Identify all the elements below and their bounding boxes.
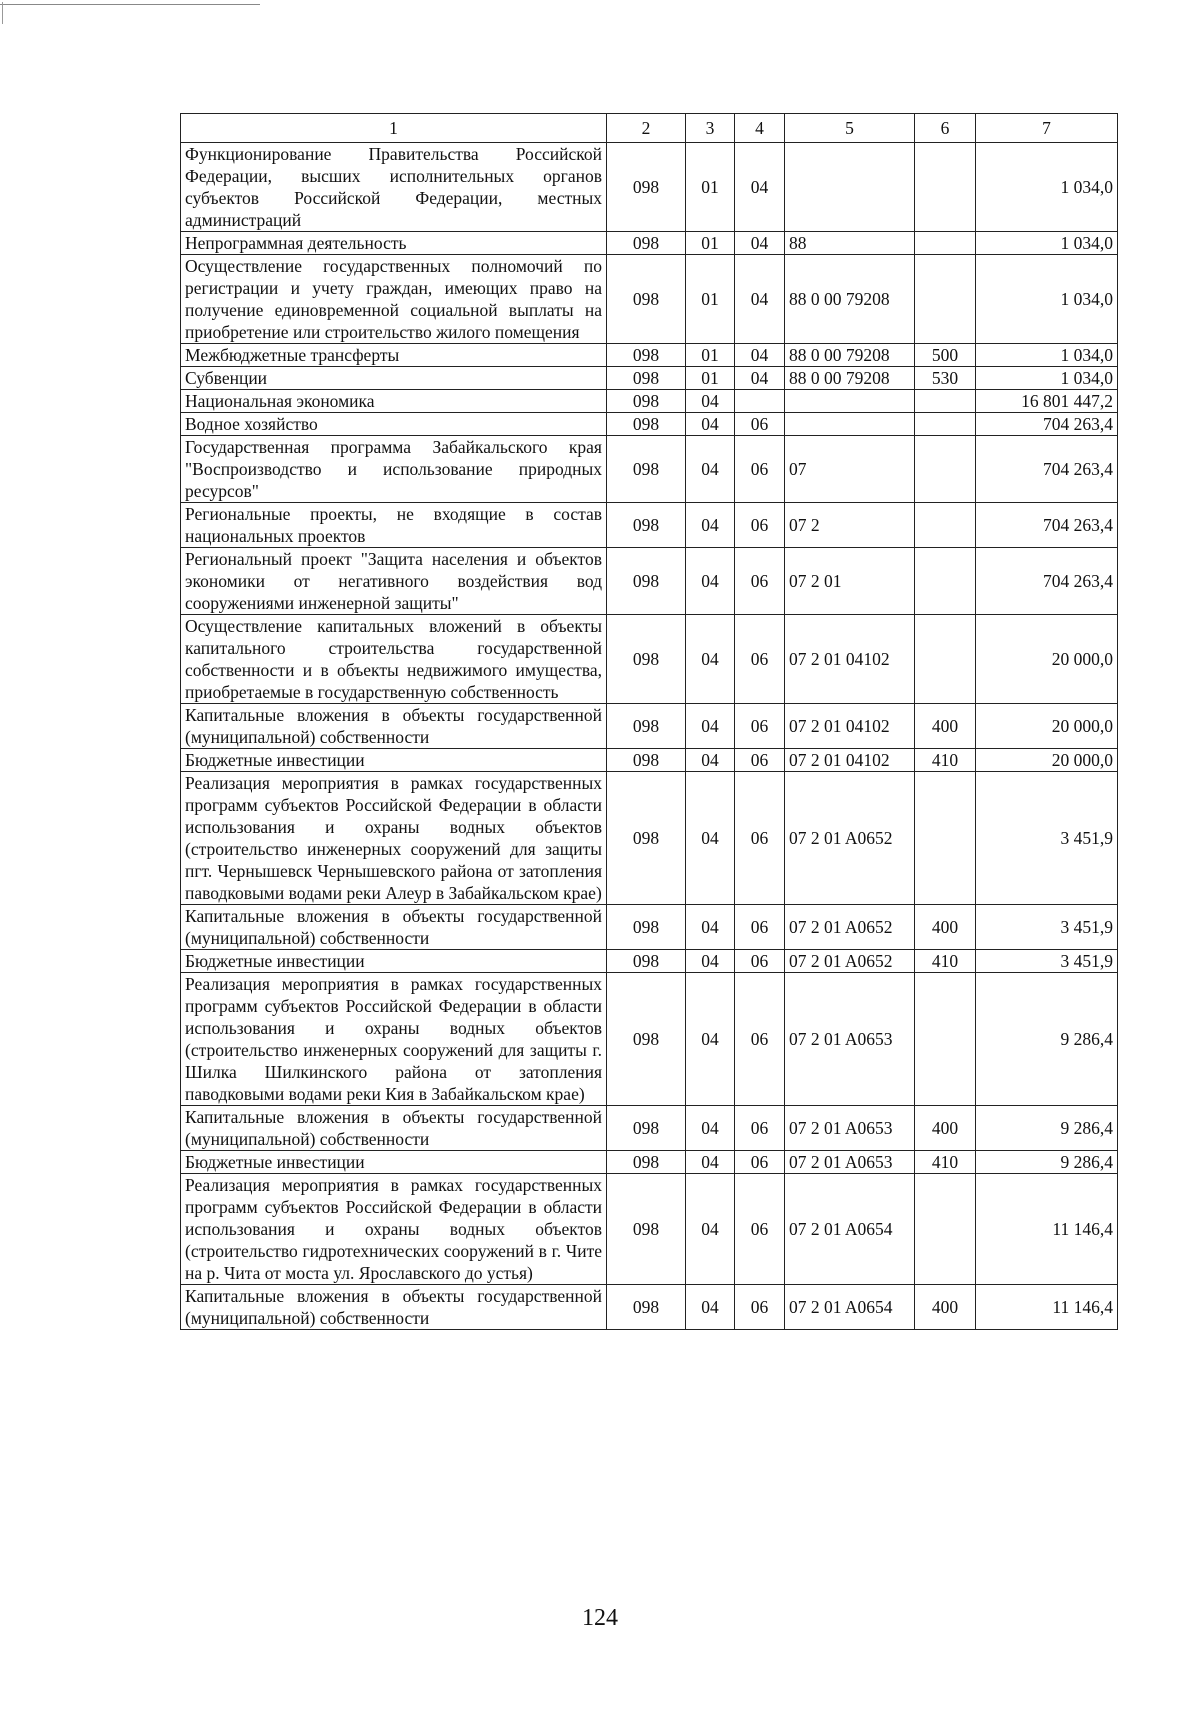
section-code-cell: 01: [686, 367, 735, 390]
table-row: [181, 749, 1118, 772]
target-article-cell: 07 2 01 A0654: [785, 1174, 915, 1285]
amount-cell: 9 286,4: [976, 1106, 1118, 1151]
table-row: [181, 704, 1118, 749]
target-article-cell: 07 2 01: [785, 548, 915, 615]
expense-type-cell: [915, 232, 976, 255]
column-header: 6: [915, 114, 976, 143]
column-header: 1: [181, 114, 607, 143]
table-row: [181, 413, 1118, 436]
subsection-code-cell: [735, 390, 785, 413]
amount-cell: 11 146,4: [976, 1285, 1118, 1330]
row-name-cell: Реализация мероприятия в рамках государственных программ субъектов Российской Федерации в области использования и охраны водных объектов (строительство инженерных сооружений для защиты г. Шилка Шилкинского района от затопления паводковыми водами реки Кия в Забайкальском крае): [181, 973, 607, 1106]
subsection-code-cell: 06: [735, 1174, 785, 1285]
table-body: [181, 143, 1118, 1330]
table-row: [181, 255, 1118, 344]
row-name-cell: Водное хозяйство: [181, 413, 607, 436]
amount-cell: 1 034,0: [976, 232, 1118, 255]
row-name-cell: Государственная программа Забайкальского края "Воспроизводство и использование природных ресурсов": [181, 436, 607, 503]
amount-cell: 11 146,4: [976, 1174, 1118, 1285]
table-row: [181, 232, 1118, 255]
row-name-cell: Осуществление капитальных вложений в объекты капитального строительства государственной собственности и в объекты недвижимого имущества, приобретаемые в государственную собственность: [181, 615, 607, 704]
section-code-cell: 04: [686, 950, 735, 973]
expense-type-cell: [915, 413, 976, 436]
ved-code-cell: 098: [607, 615, 686, 704]
page-number: 124: [582, 1605, 618, 1631]
table-row: [181, 436, 1118, 503]
section-code-cell: 04: [686, 1106, 735, 1151]
target-article-cell: 07 2 01 A0653: [785, 1106, 915, 1151]
ved-code-cell: 098: [607, 232, 686, 255]
target-article-cell: 07 2 01 A0652: [785, 772, 915, 905]
ved-code-cell: 098: [607, 390, 686, 413]
amount-cell: 1 034,0: [976, 367, 1118, 390]
target-article-cell: 07 2 01 04102: [785, 704, 915, 749]
ved-code-cell: 098: [607, 413, 686, 436]
subsection-code-cell: 04: [735, 143, 785, 232]
amount-cell: 3 451,9: [976, 772, 1118, 905]
section-code-cell: 04: [686, 1174, 735, 1285]
expense-type-cell: 410: [915, 950, 976, 973]
column-header: 3: [686, 114, 735, 143]
expense-type-cell: 530: [915, 367, 976, 390]
section-code-cell: 04: [686, 704, 735, 749]
row-name-cell: Функционирование Правительства Российской Федерации, высших исполнительных органов субъектов Российской Федерации, местных администраций: [181, 143, 607, 232]
subsection-code-cell: 06: [735, 772, 785, 905]
subsection-code-cell: 06: [735, 436, 785, 503]
section-code-cell: 04: [686, 905, 735, 950]
expense-type-cell: 410: [915, 749, 976, 772]
target-article-cell: 88 0 00 79208: [785, 344, 915, 367]
subsection-code-cell: 06: [735, 905, 785, 950]
target-article-cell: 07 2 01 A0654: [785, 1285, 915, 1330]
subsection-code-cell: 06: [735, 615, 785, 704]
row-name-cell: Капитальные вложения в объекты государственной (муниципальной) собственности: [181, 1285, 607, 1330]
subsection-code-cell: 06: [735, 749, 785, 772]
amount-cell: 9 286,4: [976, 973, 1118, 1106]
row-name-cell: Непрограммная деятельность: [181, 232, 607, 255]
subsection-code-cell: 04: [735, 367, 785, 390]
section-code-cell: 04: [686, 615, 735, 704]
ved-code-cell: 098: [607, 1174, 686, 1285]
table-header-row: [181, 114, 1118, 143]
subsection-code-cell: 06: [735, 503, 785, 548]
amount-cell: 1 034,0: [976, 255, 1118, 344]
expense-type-cell: 400: [915, 1285, 976, 1330]
row-name-cell: Осуществление государственных полномочий по регистрации и учету граждан, имеющих право на получение единовременной социальной выплаты на приобретение или строительство жилого помещения: [181, 255, 607, 344]
amount-cell: 1 034,0: [976, 344, 1118, 367]
row-name-cell: Капитальные вложения в объекты государственной (муниципальной) собственности: [181, 1106, 607, 1151]
row-name-cell: Субвенции: [181, 367, 607, 390]
amount-cell: 20 000,0: [976, 615, 1118, 704]
target-article-cell: 88 0 00 79208: [785, 255, 915, 344]
target-article-cell: 07 2 01 A0653: [785, 1151, 915, 1174]
section-code-cell: 01: [686, 232, 735, 255]
expense-type-cell: [915, 772, 976, 905]
target-article-cell: [785, 413, 915, 436]
amount-cell: 704 263,4: [976, 503, 1118, 548]
ved-code-cell: 098: [607, 548, 686, 615]
table-row: [181, 143, 1118, 232]
row-name-cell: Капитальные вложения в объекты государственной (муниципальной) собственности: [181, 704, 607, 749]
expense-type-cell: [915, 255, 976, 344]
target-article-cell: 07 2: [785, 503, 915, 548]
budget-table: [180, 113, 1118, 1330]
amount-cell: 20 000,0: [976, 749, 1118, 772]
row-name-cell: Национальная экономика: [181, 390, 607, 413]
amount-cell: 704 263,4: [976, 413, 1118, 436]
column-header: 2: [607, 114, 686, 143]
row-name-cell: Межбюджетные трансферты: [181, 344, 607, 367]
ved-code-cell: 098: [607, 367, 686, 390]
amount-cell: 1 034,0: [976, 143, 1118, 232]
ved-code-cell: 098: [607, 1285, 686, 1330]
ved-code-cell: 098: [607, 255, 686, 344]
ved-code-cell: 098: [607, 1106, 686, 1151]
table-row: [181, 772, 1118, 905]
subsection-code-cell: 06: [735, 1106, 785, 1151]
ved-code-cell: 098: [607, 143, 686, 232]
scan-edge-tick: [2, 2, 3, 24]
expense-type-cell: 400: [915, 905, 976, 950]
amount-cell: 704 263,4: [976, 548, 1118, 615]
table-row: [181, 1151, 1118, 1174]
subsection-code-cell: 06: [735, 548, 785, 615]
target-article-cell: 88 0 00 79208: [785, 367, 915, 390]
expense-type-cell: 410: [915, 1151, 976, 1174]
ved-code-cell: 098: [607, 905, 686, 950]
expense-type-cell: [915, 615, 976, 704]
table-row: [181, 344, 1118, 367]
section-code-cell: 04: [686, 503, 735, 548]
section-code-cell: 04: [686, 548, 735, 615]
ved-code-cell: 098: [607, 344, 686, 367]
subsection-code-cell: 06: [735, 1151, 785, 1174]
target-article-cell: 07 2 01 A0653: [785, 973, 915, 1106]
table-row: [181, 950, 1118, 973]
section-code-cell: 04: [686, 973, 735, 1106]
subsection-code-cell: 04: [735, 344, 785, 367]
table-row: [181, 615, 1118, 704]
section-code-cell: 01: [686, 344, 735, 367]
subsection-code-cell: 04: [735, 255, 785, 344]
ved-code-cell: 098: [607, 950, 686, 973]
table-row: [181, 905, 1118, 950]
table-row: [181, 390, 1118, 413]
row-name-cell: Реализация мероприятия в рамках государственных программ субъектов Российской Федерации в области использования и охраны водных объектов (строительство гидротехнических сооружений в г. Чите на р. Чита от моста ул. Ярославского до устья): [181, 1174, 607, 1285]
ved-code-cell: 098: [607, 436, 686, 503]
expense-type-cell: 500: [915, 344, 976, 367]
expense-type-cell: [915, 390, 976, 413]
ved-code-cell: 098: [607, 503, 686, 548]
target-article-cell: [785, 390, 915, 413]
subsection-code-cell: 06: [735, 1285, 785, 1330]
target-article-cell: 07: [785, 436, 915, 503]
subsection-code-cell: 06: [735, 973, 785, 1106]
table-row: [181, 1106, 1118, 1151]
amount-cell: 16 801 447,2: [976, 390, 1118, 413]
subsection-code-cell: 06: [735, 413, 785, 436]
expense-type-cell: [915, 548, 976, 615]
target-article-cell: 07 2 01 04102: [785, 749, 915, 772]
amount-cell: 3 451,9: [976, 950, 1118, 973]
target-article-cell: [785, 143, 915, 232]
target-article-cell: 07 2 01 A0652: [785, 905, 915, 950]
scan-edge-line: [0, 4, 260, 5]
expense-type-cell: [915, 143, 976, 232]
section-code-cell: 04: [686, 436, 735, 503]
target-article-cell: 07 2 01 A0652: [785, 950, 915, 973]
section-code-cell: 04: [686, 1285, 735, 1330]
section-code-cell: 04: [686, 1151, 735, 1174]
table-row: [181, 548, 1118, 615]
section-code-cell: 04: [686, 772, 735, 905]
table-row: [181, 367, 1118, 390]
section-code-cell: 04: [686, 749, 735, 772]
row-name-cell: Реализация мероприятия в рамках государственных программ субъектов Российской Федерации в области использования и охраны водных объектов (строительство инженерных сооружений для защиты пгт. Чернышевск Чернышевского района от затопления паводковыми водами реки Алеур в Забайкальском крае): [181, 772, 607, 905]
target-article-cell: 07 2 01 04102: [785, 615, 915, 704]
table-row: [181, 1285, 1118, 1330]
amount-cell: 704 263,4: [976, 436, 1118, 503]
expense-type-cell: 400: [915, 704, 976, 749]
section-code-cell: 04: [686, 413, 735, 436]
subsection-code-cell: 04: [735, 232, 785, 255]
row-name-cell: Бюджетные инвестиции: [181, 950, 607, 973]
subsection-code-cell: 06: [735, 704, 785, 749]
target-article-cell: 88: [785, 232, 915, 255]
section-code-cell: 01: [686, 255, 735, 344]
table-row: [181, 503, 1118, 548]
table-row: [181, 973, 1118, 1106]
expense-type-cell: [915, 973, 976, 1106]
table-row: [181, 1174, 1118, 1285]
amount-cell: 9 286,4: [976, 1151, 1118, 1174]
ved-code-cell: 098: [607, 772, 686, 905]
column-header: 4: [735, 114, 785, 143]
ved-code-cell: 098: [607, 1151, 686, 1174]
row-name-cell: Региональный проект "Защита населения и объектов экономики от негативного воздействия вод сооружениями инженерной защиты": [181, 548, 607, 615]
row-name-cell: Региональные проекты, не входящие в состав национальных проектов: [181, 503, 607, 548]
subsection-code-cell: 06: [735, 950, 785, 973]
expense-type-cell: 400: [915, 1106, 976, 1151]
section-code-cell: 01: [686, 143, 735, 232]
column-header: 7: [976, 114, 1118, 143]
row-name-cell: Капитальные вложения в объекты государственной (муниципальной) собственности: [181, 905, 607, 950]
ved-code-cell: 098: [607, 749, 686, 772]
expense-type-cell: [915, 1174, 976, 1285]
column-header: 5: [785, 114, 915, 143]
row-name-cell: Бюджетные инвестиции: [181, 749, 607, 772]
amount-cell: 20 000,0: [976, 704, 1118, 749]
row-name-cell: Бюджетные инвестиции: [181, 1151, 607, 1174]
expense-type-cell: [915, 503, 976, 548]
ved-code-cell: 098: [607, 973, 686, 1106]
ved-code-cell: 098: [607, 704, 686, 749]
section-code-cell: 04: [686, 390, 735, 413]
amount-cell: 3 451,9: [976, 905, 1118, 950]
expense-type-cell: [915, 436, 976, 503]
